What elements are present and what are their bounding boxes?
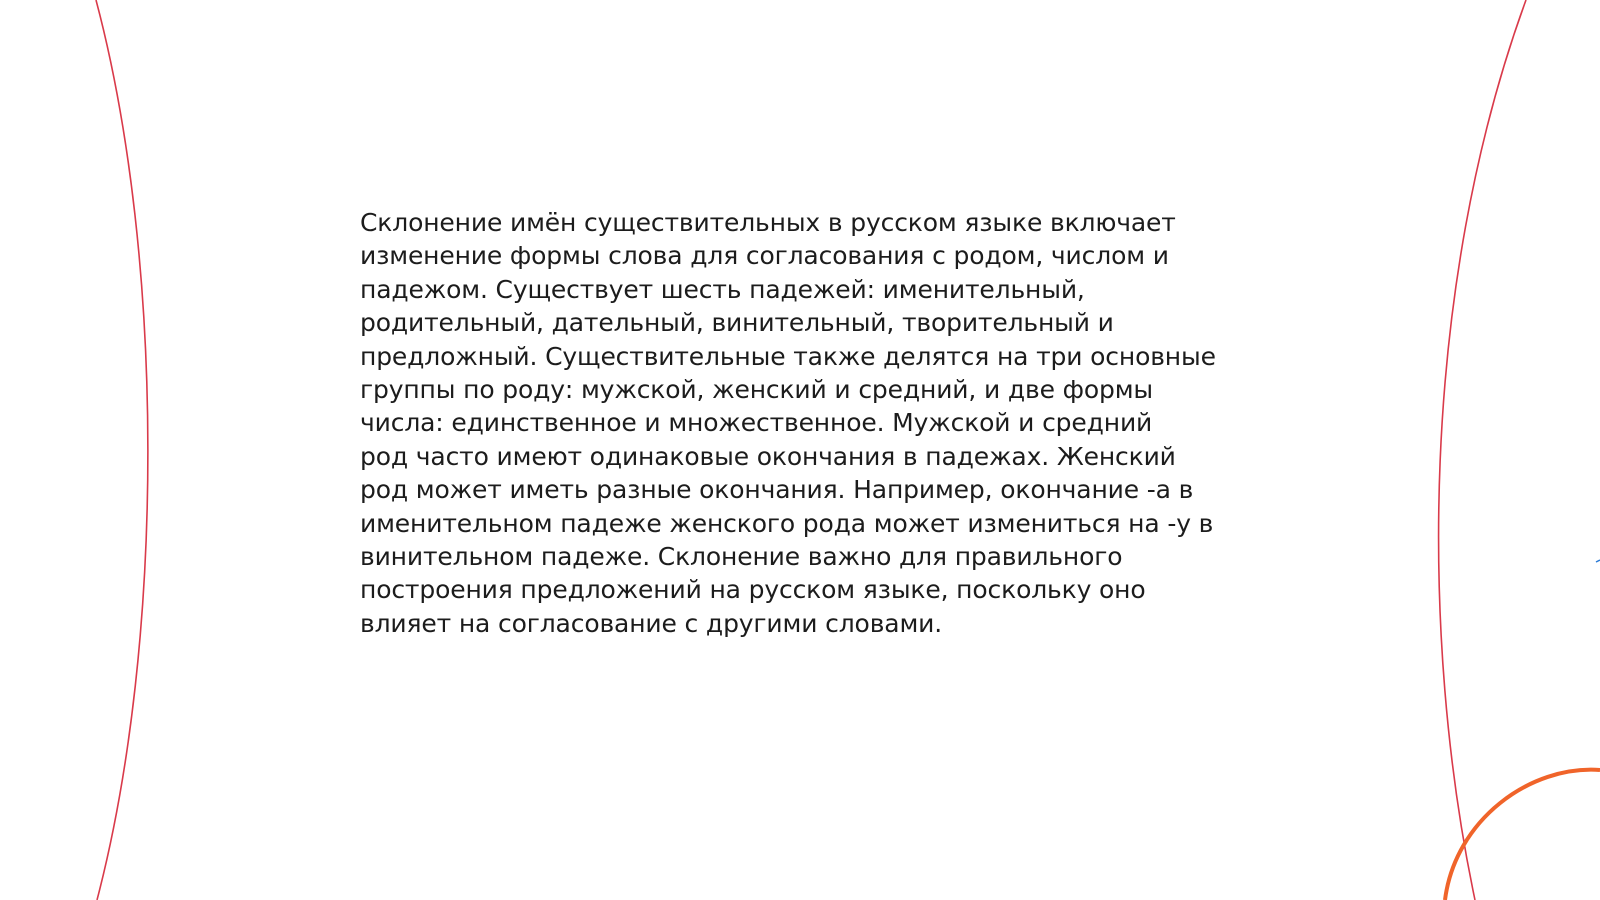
body-paragraph — [360, 206, 1260, 640]
text-line: изменение формы слова для согласования с родом, числом и — [360, 241, 1169, 271]
text-line: родительный, дательный, винительный, творительный и — [360, 308, 1114, 338]
text-line: винительном падеже. Склонение важно для правильного — [360, 542, 1123, 572]
text-line: влияет на согласование с другими словами. — [360, 608, 943, 638]
text-line: именительном падеже женского рода может измениться на -у в — [360, 508, 1214, 538]
text-line: предложный. Существительные также делятся на три основные — [360, 341, 1216, 371]
text-line: род может иметь разные окончания. Например, окончание -а в — [360, 475, 1194, 505]
text-line: падежом. Существует шесть падежей: именительный, — [360, 274, 1085, 304]
text-line: числа: единственное и множественное. Мужской и средний — [360, 408, 1153, 438]
text-line: построения предложений на русском языке, поскольку оно — [360, 575, 1146, 605]
orange-arc — [1445, 770, 1600, 900]
right-decorative-curve — [1439, 0, 1526, 900]
text-line: род часто имеют одинаковые окончания в падежах. Женский — [360, 441, 1176, 471]
text-line: группы по роду: мужской, женский и средний, и две формы — [360, 375, 1154, 405]
left-decorative-curve — [96, 0, 148, 900]
blue-tick-mark — [1596, 560, 1600, 562]
text-line: Склонение имён существительных в русском языке включает — [360, 208, 1176, 237]
